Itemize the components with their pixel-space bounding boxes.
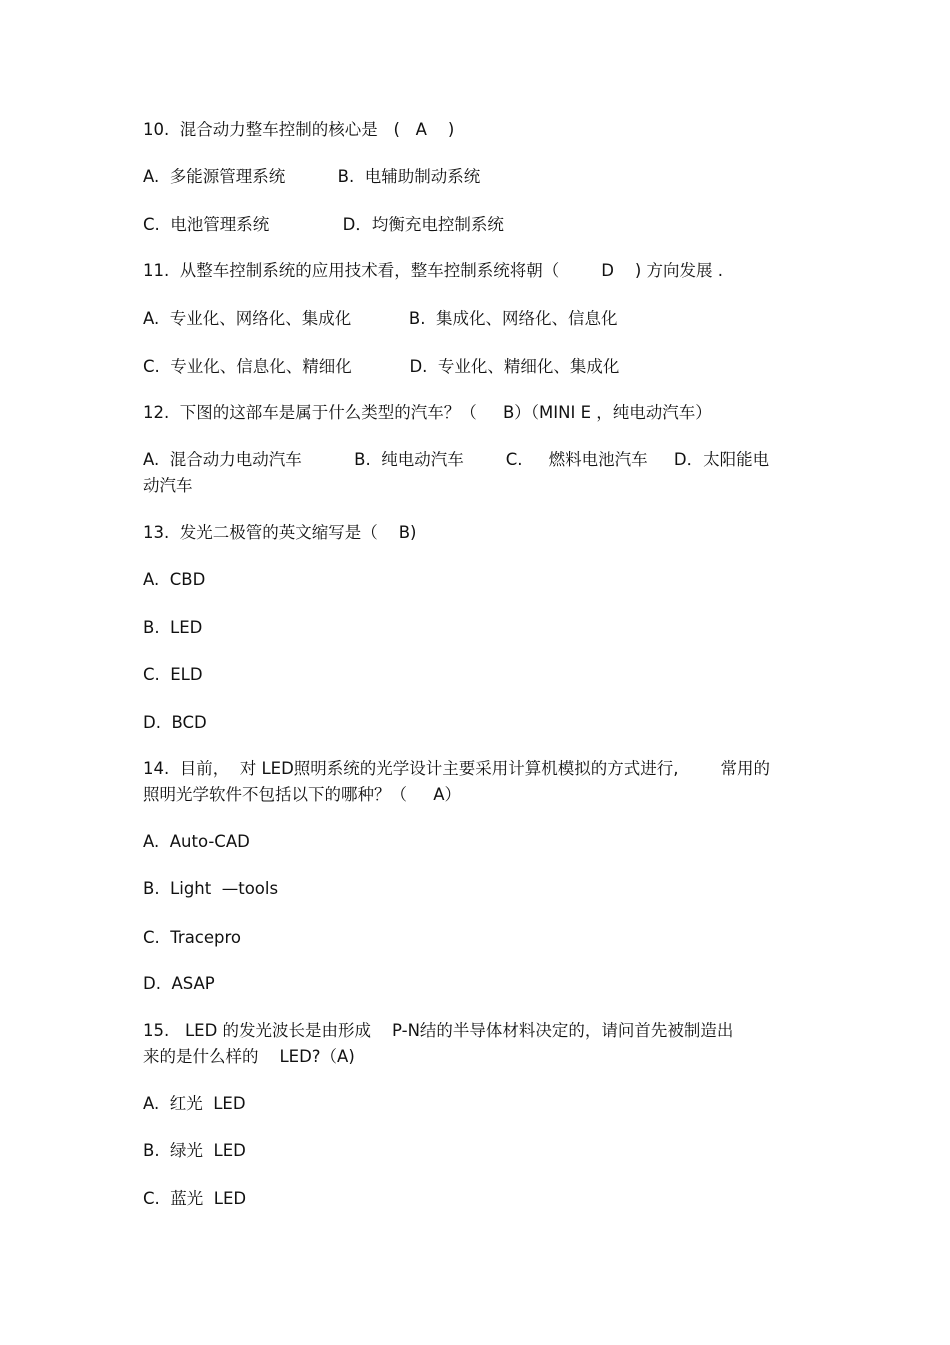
q13-option-c: C. ELD (143, 665, 203, 684)
q10-options-row2: C. 电池管理系统 D．均衡充电控制系统 (143, 215, 504, 234)
q13-option-a: A. CBD (143, 570, 206, 589)
q10-options-row1: A. 多能源管理系统 B. 电辅助制动系统 (143, 167, 481, 186)
q13-option-b: B. LED (143, 618, 203, 637)
q12-options-line1: A. 混合动力电动汽车 B. 纯电动汽车 C. 燃料电池汽车 D．太阳能电 (143, 450, 770, 469)
q14-option-a: A. Auto-CAD (143, 832, 250, 851)
q11-stem: 11. 从整车控制系统的应用技术看，整车控制系统将朝（ D ) 方向发展 . (143, 261, 724, 280)
q11-options-row2: C. 专业化、信息化、精细化 D. 专业化、精细化、集成化 (143, 357, 620, 376)
q14-option-d: D. ASAP (143, 974, 215, 993)
q15-stem-line2: 来的是什么样的 LED?（A) (143, 1047, 355, 1066)
q14-stem-line2: 照明光学软件不包括以下的哪种？（ A） (143, 785, 462, 804)
q14-stem-line1: 14. 目前， 对 LED照明系统的光学设计主要采用计算机模拟的方式进行, 常用的 (143, 759, 770, 778)
q12-stem: 12. 下图的这部车是属于什么类型的汽车？（ B）（MINI E ，纯电动汽车） (143, 403, 712, 422)
q12-options-line2: 动汽车 (143, 476, 193, 495)
q14-option-c: C. Tracepro (143, 928, 242, 947)
q15-option-a: A. 红光 LED (143, 1094, 246, 1113)
q14-option-b: B. Light —tools (143, 879, 279, 898)
q15-stem-line1: 15. LED 的发光波长是由形成 P-N结的半导体材料决定的，请问首先被制造出 (143, 1021, 734, 1040)
q11-options-row1: A. 专业化、网络化、集成化 B. 集成化、网络化、信息化 (143, 309, 618, 328)
q15-option-c: C. 蓝光 LED (143, 1189, 247, 1208)
q13-stem: 13. 发光二极管的英文缩写是（ B) (143, 523, 417, 542)
q13-option-d: D. BCD (143, 713, 207, 732)
q15-option-b: B. 绿光 LED (143, 1141, 246, 1160)
q10-stem: 10. 混合动力整车控制的核心是 ( A ) (143, 120, 455, 139)
